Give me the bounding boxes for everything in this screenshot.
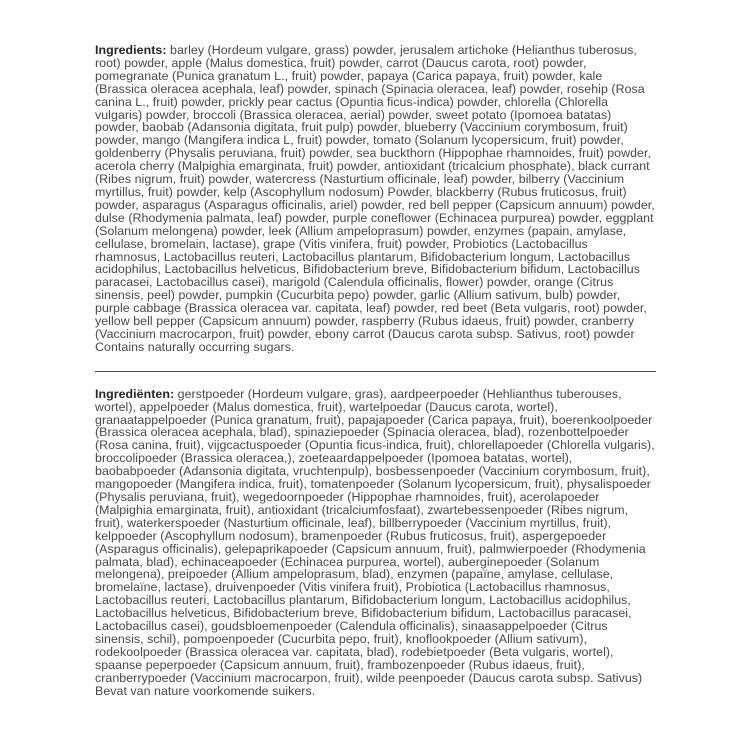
ingredients-section-english xyxy=(95,44,656,354)
ingredients-section-dutch xyxy=(95,388,656,698)
sugars-note-english: Contains naturally occurring sugars. xyxy=(95,339,295,354)
ingredients-text-english: barley (Hordeum vulgare, grass) powder, jerusalem artichoke (Helianthus tuberosus, root) powder, apple (Malus domestica, fruit) powder, carrot (Daucus carota, root) powder, pomegranate (Punica granatum L., fruit) powder, papaya (Carica papaya, fruit) powder, kale (Brassica oleracea acephala, leaf) powder, spinach (Spinacia oleracea, leaf) powder, rosehip (Rosa canina L., fruit) powder, prickly pear cactus (Opuntia ficus-indica) powder, chlorella (Chlorella vulgaris) powder, broccoli (Brassica oleracea, aerial) powder, sweet potato (Ipomoea batatas) powder, baobab (Adansonia digitata, fruit pulp) powder, blueberry (Vaccinium corymbosum, fruit) powder, mango (Mangifera indica L, fruit) powder, tomato (Solanum lycopersicum, fruit) powder, goldenberry (Physalis peruviana, fruit) powder, sea buckthorn (Hippophae rhamnoides, fruit) powder, acerola cherry (Malpighia emarginata, fruit) powder, antioxidant (tricalcium phosphate), black currant (Ribes nigrum, fruit) powder, watercress (Nasturtium officinale, leaf) powder, bilberry (Vaccinium myrtillus, fruit) powder, kelp (Ascophyllum nodosum) Powder, blackberry (Rubus fruticosus, fruit) powder, asparagus (Asparagus officinalis, ariel) powder, red bell pepper (Capsicum annuum) powder, dulse (Rhodymenia palmata, leaf) powder, purple coneflower (Echinacea purpurea) powder, eggplant (Solanum melongena) powder, leek (Allium ampeloprasum) powder, enzymes (papain, amylase, cellulase, bromelain, lactase), grape (Vitis vinifera, fruit) powder, Probiotics (Lactobacillus rhamnosus, Lactobacillus reuteri, Lactobacillus plantarum, Bifidobacterium longum, Lactobacillus acidophilus, Lactobacillus helveticus, Bifidobacterium breve, Bifidobacterium bifidum, Lactobacillus paracasei, Lactobacillus casei), marigold (Calendula officinalis, flower) powder, orange (Citrus sinensis, peel) powder, pumpkin (Cucurbita pepo) powder, garlic (Allium sativum, bulb) powder, purple cabbage (Brassica oleracea var. capitata, leaf) powder, red beet (Beta vulgaris, root) powder, yellow bell pepper (Capsicum annuum) powder, raspberry (Rubus idaeus, fruit) powder, cranberry (Vaccinium macrocarpon, fruit) powder, ebony carrot (Daucus carota subsp. Sativus, root) powder xyxy=(95,43,655,341)
ingredients-text-dutch: gerstpoeder (Hordeum vulgare, gras), aardpeerpoeder (Hehlianthus tuberouses, wortel), appelpoeder (Malus domestica, fruit), wartelpoedar (Daucus carota, wortel), granaatappelpoeder (Punica granatum, fruit), papajapoeder (Carica papaya, fruit), boerenkoolpoeder (Brassica oleracea acephala, blad), spinaziepoeder (Spinacia oleracea, blad), rozenbottelpoeder (Rosa canina, fruit), vijgcactuspoeder (Opuntia ficus-indica, fruit), chlorellapoeder (Chlorella vulgaris), broccolipoeder (Brassica oleracea,), zoeteaardappelpoeder (Ipomoea batatas, wortel), baobabpoeder (Adansonia digitata, vruchtenpulp), bosbessenpoeder (Vaccinium corymbosum, fruit), mangopoeder (Mangifera indica, fruit), tomatenpoeder (Solanum lycopersicum, fruit), physalispoeder (Physalis peruviana, fruit), wegedoornpoeder (Hippophae rhamnoides, fruit), acerolapoeder (Malpighia emarginata, fruit), antioxidant (tricalciumfosfaat), zwartebessenpoeder (Ribes nigrum, fruit), waterkerspoeder (Nasturtium officinale, leaf), billberrypoeder (Vaccinium myrtillus, fruit), kelppoeder (Ascophyllum nodosum), bramenpoeder (Rubus fruticosus, fruit), aspergepoeder (Asparagus officinalis), gelepaprikapoeder (Capsicum annuum, fruit), palmwierpoeder (Rhodymenia palmata, blad), echinaceapoeder (Echinacea purpurea, wortel), auberginepoeder (Solanum melongena), preipoeder (Allium ampeloprasum, blad), enzymen (papaïne, amylase, cellulase, bromelaïne, lactase), druivenpoeder (Vitis vinifera fruit), Probiotica (Lactobacillus rhamnosus, Lactobacillus reuteri, Lactobacillus plantarum, Bifidobacterium longum, Lactobacillus acidophilus, Lactobacillus helveticus, Bifidobacterium breve, Bifidobacterium bifidum, Lactobacillus paracasei, Lactobacillus casei), goudsbloemenpoeder (Calendula officinalis), sinaasappelpoeder (Citrus sinensis, schil), pompoenpoeder (Cucurbita pepo, fruit), knoflookpoeder (Allium sativum), rodekoolpoeder (Brassica oleracea var. capitata, blad), rodebietpoeder (Beta vulgaris, wortel), spaanse peperpoeder (Capsicum annuum, fruit), frambozenpoeder (Rubus idaeus, fruit), cranberrypoeder (Vaccinium macrocarpon, fruit), wilde peenpoeder (Daucus carota subsp. Sativus) xyxy=(95,386,655,685)
ingredients-paragraph-english xyxy=(95,44,656,341)
ingredients-heading-dutch: Ingrediënten: xyxy=(95,386,175,401)
ingredients-heading-english: Ingredients: xyxy=(95,43,167,57)
section-divider xyxy=(95,371,656,372)
ingredients-paragraph-dutch xyxy=(95,388,656,685)
sugars-note-dutch: Bevat van nature voorkomende suikers. xyxy=(95,683,316,698)
